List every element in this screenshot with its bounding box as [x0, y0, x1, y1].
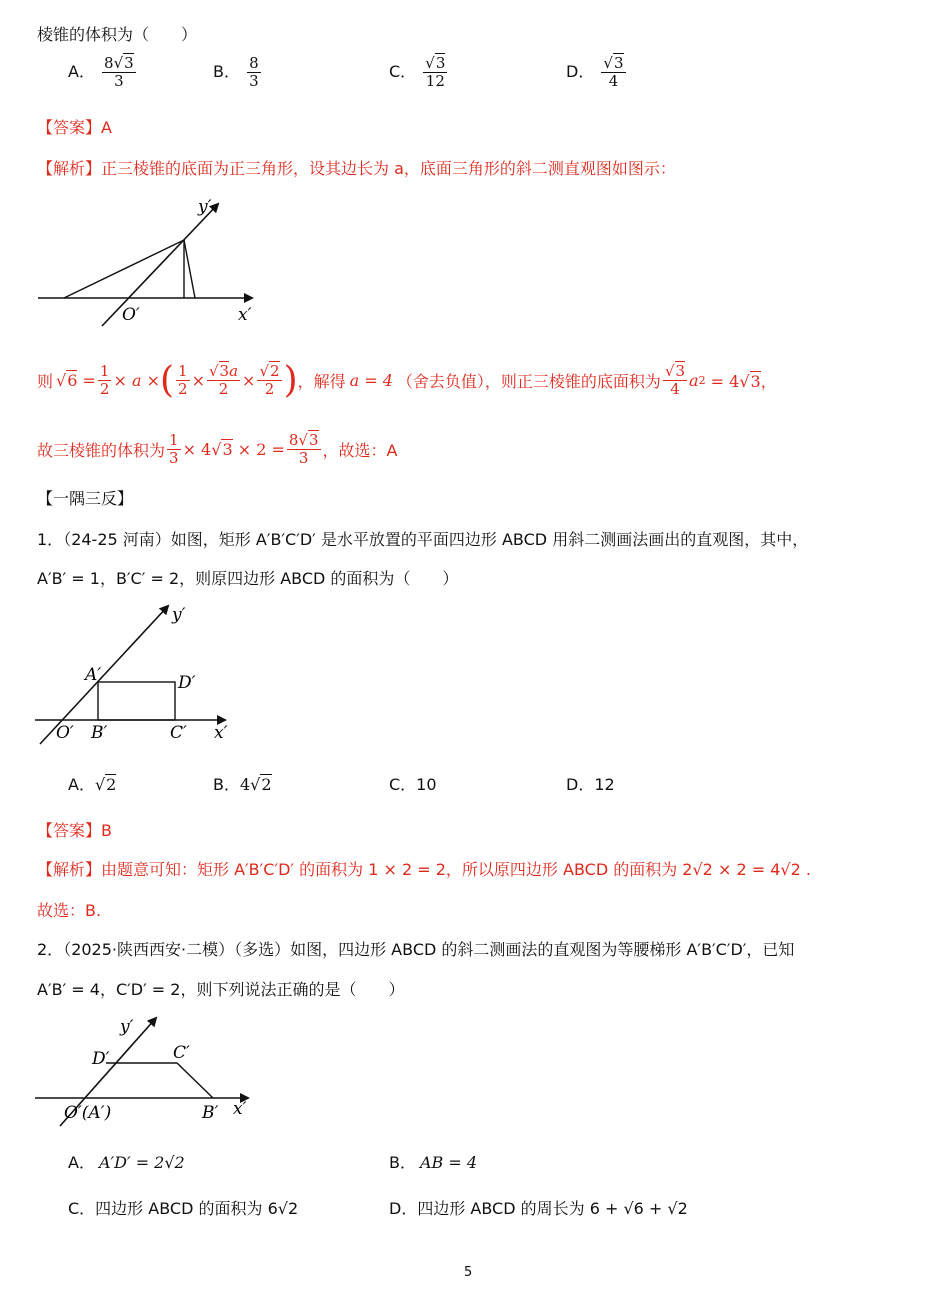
figure-rectangle [30, 598, 240, 748]
page-number: 5 [464, 1265, 473, 1280]
answer: 【答案】A [37, 118, 112, 137]
figure-trapezoid [30, 1010, 260, 1140]
p2-option-c: C．四边形 ABCD 的面积为 6√2 [68, 1199, 299, 1218]
calc-line-1: 则 √6 = $\frac{1}{2}$ × a × ( $\frac{1}{2}$ × $\frac{√3a}{2}$ × $\frac{√2}{2}$ ) ，解得 a = 4 （舍去负值），则正三棱锥的底面积为 $\frac{√3}{4}$ a 2 = 4√3， [37, 359, 777, 401]
figure-oblique-triangle [30, 190, 270, 330]
d-label: D′ [178, 673, 196, 693]
option-d: D． $\frac{√3}{4}$ [566, 54, 624, 90]
p2-option-a: A． A′D′ = 2√2 [68, 1153, 185, 1172]
d-label: D′ [92, 1049, 110, 1069]
x-axis-label: x′ [238, 305, 252, 325]
question-tail: 棱锥的体积为（ ） [37, 25, 198, 44]
p2-option-d: D．四边形 ABCD 的周长为 6 + √6 + √2 [389, 1199, 688, 1218]
problem-2-line-2: A′B′ = 4，C′D′ = 2，则下列说法正确的是（ ） [37, 980, 405, 999]
p1-analysis: 【解析】由题意可知：矩形 A′B′C′D′ 的面积为 1 × 2 = 2，所以原四边形 ABCD 的面积为 2√2 × 2 = 4√2 . [37, 860, 811, 879]
b-label: B′ [91, 723, 108, 743]
p1-option-d: D．12 [566, 775, 615, 794]
a-label: A′ [85, 665, 102, 685]
calc-line-2: 故三棱锥的体积为 $\frac{1}{3}$ × 4√3 × 2 = $\frac{8√3}{3}$ ，故选：A [37, 430, 398, 467]
origin-label: O′ [122, 305, 140, 325]
section-title: 【一隅三反】 [37, 489, 134, 508]
p1-option-a: A．√2 [68, 775, 117, 794]
x-label: x′ [233, 1099, 247, 1119]
p1-option-c: C．10 [389, 775, 437, 794]
analysis: 【解析】正三棱锥的底面为正三角形，设其边长为 a，底面三角形的斜二测直观图如图示： [37, 159, 676, 178]
problem-1-line-1: 1．（24-25 河南）如图，矩形 A′B′C′D′ 是水平放置的平面四边形 ABCD 用斜二测画法画出的直观图，其中， [37, 530, 809, 549]
p1-option-b: B．4√2 [213, 775, 272, 794]
option-a: A． $\frac{8√3}{3}$ [68, 54, 134, 90]
o-label: O′(A′) [64, 1103, 112, 1123]
p1-answer: 【答案】B [37, 821, 112, 840]
x-label: x′ [214, 723, 228, 743]
b-label: B′ [202, 1103, 219, 1123]
y-label: y′ [120, 1017, 134, 1037]
p2-option-b: B． AB = 4 [389, 1153, 478, 1172]
y-axis-label: y′ [198, 197, 212, 217]
c-label: C′ [173, 1043, 190, 1063]
p1-conclusion: 故选：B. [37, 901, 102, 920]
option-b: B． $\frac{8}{3}$ [213, 54, 259, 90]
problem-1-line-2: A′B′ = 1，B′C′ = 2，则原四边形 ABCD 的面积为（ ） [37, 569, 459, 588]
y-label: y′ [172, 605, 186, 625]
o-label: O′ [56, 723, 74, 743]
problem-2-line-1: 2．（2025·陕西西安·二模）（多选）如图，四边形 ABCD 的斜二测画法的直观图为等腰梯形 A′B′C′D′，已知 [37, 940, 795, 959]
c-label: C′ [170, 723, 187, 743]
option-c: C． $\frac{√3}{12}$ [389, 54, 446, 90]
